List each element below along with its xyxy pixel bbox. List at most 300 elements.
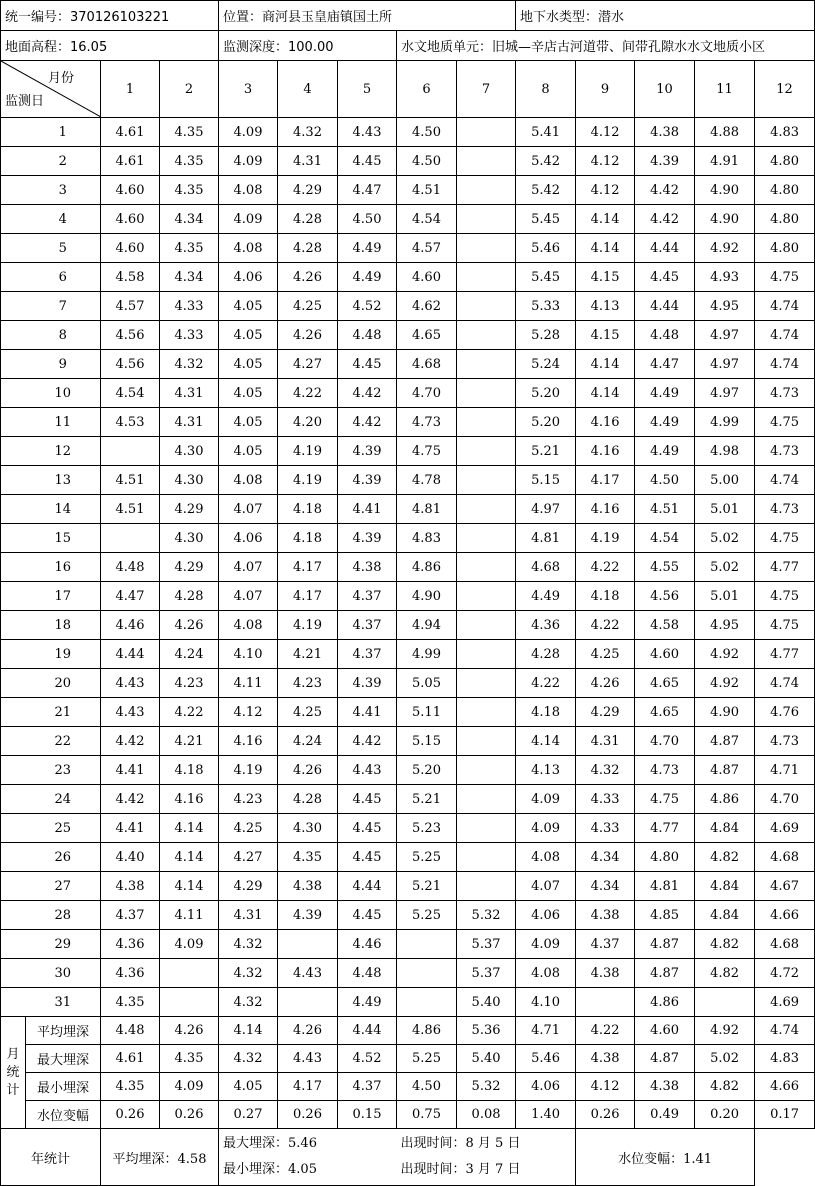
yearly-min: 最小埋深：4.05 bbox=[223, 1162, 317, 1177]
depth-value: 4.17 bbox=[576, 466, 635, 495]
depth-value: 4.91 bbox=[695, 147, 755, 176]
day-number: 19 bbox=[26, 640, 101, 669]
depth-value: 4.86 bbox=[635, 988, 695, 1017]
depth-value: 4.17 bbox=[278, 553, 338, 582]
day-cell-spacer bbox=[1, 147, 26, 176]
table-row bbox=[1, 785, 815, 814]
day-number: 24 bbox=[26, 785, 101, 814]
depth-value bbox=[101, 524, 160, 553]
depth-value: 4.28 bbox=[160, 582, 219, 611]
depth-value: 4.99 bbox=[397, 640, 457, 669]
depth-value: 4.06 bbox=[219, 524, 278, 553]
depth-value: 4.92 bbox=[695, 234, 755, 263]
day-label: 监测日 bbox=[5, 94, 45, 109]
stats-value: 4.35 bbox=[101, 1073, 160, 1101]
depth-value: 4.83 bbox=[755, 118, 815, 147]
depth-value: 4.41 bbox=[338, 698, 397, 727]
day-cell-spacer bbox=[1, 901, 26, 930]
depth-value: 4.75 bbox=[755, 263, 815, 292]
depth-value: 4.94 bbox=[397, 611, 457, 640]
depth-value: 4.83 bbox=[397, 524, 457, 553]
depth-value: 4.10 bbox=[219, 640, 278, 669]
depth-value: 4.33 bbox=[576, 785, 635, 814]
depth-value: 4.28 bbox=[516, 640, 576, 669]
depth-value: 4.14 bbox=[576, 234, 635, 263]
depth-value: 4.40 bbox=[101, 843, 160, 872]
depth-value: 4.54 bbox=[101, 379, 160, 408]
day-number: 13 bbox=[26, 466, 101, 495]
depth-value: 4.25 bbox=[278, 292, 338, 321]
depth-value: 4.42 bbox=[635, 205, 695, 234]
depth-value: 4.35 bbox=[160, 176, 219, 205]
depth-value: 4.43 bbox=[101, 698, 160, 727]
table-row bbox=[1, 611, 815, 640]
depth-value: 4.19 bbox=[278, 437, 338, 466]
table-row bbox=[1, 930, 815, 959]
depth-value: 4.22 bbox=[278, 379, 338, 408]
day-number: 21 bbox=[26, 698, 101, 727]
depth-value: 4.39 bbox=[278, 901, 338, 930]
depth-value: 4.43 bbox=[338, 118, 397, 147]
table-row bbox=[1, 466, 815, 495]
stats-row bbox=[1, 1017, 815, 1045]
stats-value: 4.86 bbox=[397, 1017, 457, 1045]
depth-value: 4.60 bbox=[101, 234, 160, 263]
table-row bbox=[1, 176, 815, 205]
depth-value: 4.45 bbox=[338, 814, 397, 843]
depth-value bbox=[457, 321, 516, 350]
depth-value: 4.42 bbox=[338, 727, 397, 756]
depth-value: 5.02 bbox=[695, 524, 755, 553]
depth-value: 4.38 bbox=[576, 901, 635, 930]
table-row bbox=[1, 698, 815, 727]
stats-label: 水位变幅 bbox=[26, 1101, 101, 1129]
depth-value: 4.78 bbox=[397, 466, 457, 495]
depth-value: 4.74 bbox=[755, 321, 815, 350]
month-header: 3 bbox=[219, 61, 278, 118]
stats-value: 4.38 bbox=[576, 1045, 635, 1073]
day-cell-spacer bbox=[1, 959, 26, 988]
depth-value bbox=[457, 292, 516, 321]
depth-value: 4.69 bbox=[755, 814, 815, 843]
day-cell-spacer bbox=[1, 234, 26, 263]
table-row bbox=[1, 553, 815, 582]
depth-value: 4.06 bbox=[219, 263, 278, 292]
depth-value: 4.85 bbox=[635, 901, 695, 930]
depth-value: 4.31 bbox=[219, 901, 278, 930]
depth-value: 4.32 bbox=[219, 988, 278, 1017]
depth-value: 4.75 bbox=[755, 408, 815, 437]
stats-value: 4.74 bbox=[755, 1017, 815, 1045]
depth-value: 4.14 bbox=[576, 205, 635, 234]
stats-value: 0.08 bbox=[457, 1101, 516, 1129]
month-header: 12 bbox=[755, 61, 815, 118]
depth-value: 5.21 bbox=[516, 437, 576, 466]
stats-value: 4.37 bbox=[338, 1073, 397, 1101]
depth-value bbox=[160, 959, 219, 988]
depth-value: 4.25 bbox=[278, 698, 338, 727]
depth-value: 5.11 bbox=[397, 698, 457, 727]
depth-value: 4.10 bbox=[516, 988, 576, 1017]
depth-value: 4.81 bbox=[397, 495, 457, 524]
depth-value: 4.75 bbox=[755, 582, 815, 611]
day-cell-spacer bbox=[1, 843, 26, 872]
yearly-max: 最大埋深：5.46 bbox=[223, 1136, 317, 1151]
depth-value: 4.16 bbox=[219, 727, 278, 756]
yearly-stats-row bbox=[1, 1129, 815, 1186]
depth-value bbox=[457, 234, 516, 263]
depth-value: 4.60 bbox=[101, 176, 160, 205]
depth-value: 4.12 bbox=[576, 147, 635, 176]
depth-value: 4.14 bbox=[160, 843, 219, 872]
month-label: 月份 bbox=[47, 71, 74, 86]
depth-value bbox=[457, 466, 516, 495]
depth-value: 4.31 bbox=[278, 147, 338, 176]
depth-value: 4.73 bbox=[755, 437, 815, 466]
depth-value: 4.73 bbox=[755, 495, 815, 524]
depth-value: 4.65 bbox=[635, 669, 695, 698]
depth-value: 4.16 bbox=[576, 408, 635, 437]
month-header: 10 bbox=[635, 61, 695, 118]
depth-value: 4.23 bbox=[219, 785, 278, 814]
depth-value: 5.37 bbox=[457, 959, 516, 988]
depth-value bbox=[457, 872, 516, 901]
stats-label: 最小埋深 bbox=[26, 1073, 101, 1101]
stats-value: 4.92 bbox=[695, 1017, 755, 1045]
day-number: 12 bbox=[26, 437, 101, 466]
depth-value: 4.68 bbox=[397, 350, 457, 379]
depth-value: 5.42 bbox=[516, 147, 576, 176]
depth-value: 4.26 bbox=[278, 321, 338, 350]
month-header: 7 bbox=[457, 61, 516, 118]
depth-value: 4.97 bbox=[695, 350, 755, 379]
depth-value: 4.32 bbox=[576, 756, 635, 785]
depth-value: 4.75 bbox=[755, 611, 815, 640]
day-cell-spacer bbox=[1, 611, 26, 640]
depth-value bbox=[457, 205, 516, 234]
depth-value: 4.37 bbox=[576, 930, 635, 959]
depth-value: 4.75 bbox=[635, 785, 695, 814]
monitoring-depth: 监测深度：100.00 bbox=[219, 31, 397, 61]
depth-value: 4.31 bbox=[160, 408, 219, 437]
stats-value: 4.26 bbox=[160, 1017, 219, 1045]
day-cell-spacer bbox=[1, 379, 26, 408]
day-number: 23 bbox=[26, 756, 101, 785]
depth-value: 4.73 bbox=[397, 408, 457, 437]
depth-value: 4.68 bbox=[755, 930, 815, 959]
stats-row bbox=[1, 1045, 815, 1073]
depth-value: 4.43 bbox=[338, 756, 397, 785]
table-row bbox=[1, 321, 815, 350]
depth-value: 4.23 bbox=[278, 669, 338, 698]
depth-value: 4.16 bbox=[160, 785, 219, 814]
depth-value: 4.47 bbox=[635, 350, 695, 379]
table-row bbox=[1, 350, 815, 379]
day-number: 16 bbox=[26, 553, 101, 582]
month-header: 1 bbox=[101, 61, 160, 118]
depth-value: 4.44 bbox=[338, 872, 397, 901]
depth-value: 4.09 bbox=[516, 930, 576, 959]
depth-value: 4.50 bbox=[635, 466, 695, 495]
depth-value: 4.09 bbox=[516, 785, 576, 814]
depth-value: 4.07 bbox=[516, 872, 576, 901]
depth-value: 4.75 bbox=[755, 524, 815, 553]
depth-value: 4.93 bbox=[695, 263, 755, 292]
depth-value: 4.82 bbox=[695, 843, 755, 872]
month-header: 5 bbox=[338, 61, 397, 118]
stats-value: 4.06 bbox=[516, 1073, 576, 1101]
table-row bbox=[1, 582, 815, 611]
depth-value: 4.14 bbox=[160, 814, 219, 843]
groundwater-type: 地下水类型：潜水 bbox=[516, 1, 815, 31]
depth-value: 4.35 bbox=[160, 147, 219, 176]
depth-value bbox=[160, 988, 219, 1017]
table-row bbox=[1, 872, 815, 901]
depth-value: 4.29 bbox=[278, 176, 338, 205]
depth-value: 4.13 bbox=[516, 756, 576, 785]
depth-value: 4.11 bbox=[219, 669, 278, 698]
day-number: 26 bbox=[26, 843, 101, 872]
depth-value: 4.39 bbox=[635, 147, 695, 176]
depth-value: 4.15 bbox=[576, 263, 635, 292]
stats-value: 0.26 bbox=[576, 1101, 635, 1129]
depth-value: 4.37 bbox=[101, 901, 160, 930]
stats-value: 4.44 bbox=[338, 1017, 397, 1045]
depth-value: 4.82 bbox=[695, 930, 755, 959]
depth-value: 4.49 bbox=[338, 234, 397, 263]
depth-value: 4.84 bbox=[695, 814, 755, 843]
depth-value: 4.81 bbox=[516, 524, 576, 553]
depth-value: 4.32 bbox=[160, 350, 219, 379]
depth-value: 4.34 bbox=[576, 843, 635, 872]
depth-value: 4.49 bbox=[635, 408, 695, 437]
depth-value: 4.30 bbox=[160, 524, 219, 553]
depth-value: 4.36 bbox=[101, 959, 160, 988]
depth-value: 4.37 bbox=[338, 611, 397, 640]
stats-row bbox=[1, 1073, 815, 1101]
depth-value: 4.05 bbox=[219, 292, 278, 321]
stats-value: 5.40 bbox=[457, 1045, 516, 1073]
depth-value: 4.86 bbox=[397, 553, 457, 582]
month-header: 2 bbox=[160, 61, 219, 118]
depth-value: 4.16 bbox=[576, 437, 635, 466]
depth-value: 4.84 bbox=[695, 872, 755, 901]
depth-value: 4.35 bbox=[278, 843, 338, 872]
day-number: 9 bbox=[26, 350, 101, 379]
depth-value: 4.26 bbox=[278, 263, 338, 292]
depth-value: 4.42 bbox=[338, 408, 397, 437]
depth-value: 4.97 bbox=[695, 379, 755, 408]
depth-value: 5.45 bbox=[516, 205, 576, 234]
stats-value: 0.26 bbox=[278, 1101, 338, 1129]
ground-elevation: 地面高程：16.05 bbox=[1, 31, 219, 61]
depth-value: 5.23 bbox=[397, 814, 457, 843]
depth-value: 5.21 bbox=[397, 785, 457, 814]
depth-value: 4.07 bbox=[219, 495, 278, 524]
month-header: 9 bbox=[576, 61, 635, 118]
depth-value: 4.51 bbox=[101, 466, 160, 495]
depth-value: 4.86 bbox=[695, 785, 755, 814]
depth-value: 4.34 bbox=[576, 872, 635, 901]
depth-value: 4.25 bbox=[219, 814, 278, 843]
day-cell-spacer bbox=[1, 698, 26, 727]
depth-value: 4.28 bbox=[278, 205, 338, 234]
depth-value: 4.36 bbox=[516, 611, 576, 640]
day-number: 4 bbox=[26, 205, 101, 234]
stats-value: 4.87 bbox=[635, 1045, 695, 1073]
depth-value: 4.49 bbox=[338, 988, 397, 1017]
yearly-range: 水位变幅：1.41 bbox=[576, 1129, 755, 1186]
depth-value: 4.87 bbox=[635, 959, 695, 988]
day-number: 27 bbox=[26, 872, 101, 901]
depth-value: 4.69 bbox=[755, 988, 815, 1017]
depth-value: 4.99 bbox=[695, 408, 755, 437]
depth-value: 4.14 bbox=[576, 350, 635, 379]
depth-value: 4.58 bbox=[635, 611, 695, 640]
day-number: 31 bbox=[26, 988, 101, 1017]
depth-value: 5.20 bbox=[397, 756, 457, 785]
stats-value: 4.52 bbox=[338, 1045, 397, 1073]
day-cell-spacer bbox=[1, 756, 26, 785]
depth-value: 5.20 bbox=[516, 379, 576, 408]
table-row bbox=[1, 756, 815, 785]
day-number: 1 bbox=[26, 118, 101, 147]
depth-value: 4.90 bbox=[397, 582, 457, 611]
depth-value: 4.48 bbox=[338, 321, 397, 350]
depth-value: 4.12 bbox=[576, 118, 635, 147]
stats-label: 最大埋深 bbox=[26, 1045, 101, 1073]
stats-value: 4.09 bbox=[160, 1073, 219, 1101]
depth-value: 4.22 bbox=[516, 669, 576, 698]
depth-value: 4.05 bbox=[219, 379, 278, 408]
depth-value: 4.44 bbox=[101, 640, 160, 669]
depth-value: 4.61 bbox=[101, 118, 160, 147]
day-cell-spacer bbox=[1, 930, 26, 959]
depth-value: 4.74 bbox=[755, 350, 815, 379]
depth-value: 4.22 bbox=[160, 698, 219, 727]
depth-value: 4.38 bbox=[278, 872, 338, 901]
depth-value: 4.45 bbox=[338, 350, 397, 379]
depth-value: 4.21 bbox=[160, 727, 219, 756]
depth-value: 4.80 bbox=[635, 843, 695, 872]
depth-value: 5.01 bbox=[695, 582, 755, 611]
depth-value: 4.49 bbox=[635, 437, 695, 466]
stats-value: 5.32 bbox=[457, 1073, 516, 1101]
depth-value bbox=[457, 553, 516, 582]
day-number: 10 bbox=[26, 379, 101, 408]
depth-value: 4.27 bbox=[219, 843, 278, 872]
stats-value: 0.27 bbox=[219, 1101, 278, 1129]
depth-value: 4.90 bbox=[695, 176, 755, 205]
stats-value: 4.12 bbox=[576, 1073, 635, 1101]
depth-value: 4.34 bbox=[160, 263, 219, 292]
day-number: 2 bbox=[26, 147, 101, 176]
day-number: 20 bbox=[26, 669, 101, 698]
depth-value: 4.05 bbox=[219, 350, 278, 379]
stats-value: 5.02 bbox=[695, 1045, 755, 1073]
day-cell-spacer bbox=[1, 727, 26, 756]
depth-value bbox=[457, 698, 516, 727]
depth-value: 4.18 bbox=[160, 756, 219, 785]
depth-value: 5.42 bbox=[516, 176, 576, 205]
day-cell-spacer bbox=[1, 321, 26, 350]
depth-value: 5.15 bbox=[516, 466, 576, 495]
depth-value: 4.67 bbox=[755, 872, 815, 901]
stats-value: 5.46 bbox=[516, 1045, 576, 1073]
depth-value: 4.56 bbox=[635, 582, 695, 611]
stats-value: 1.40 bbox=[516, 1101, 576, 1129]
depth-value: 4.60 bbox=[397, 263, 457, 292]
depth-value bbox=[101, 437, 160, 466]
depth-value: 4.46 bbox=[101, 611, 160, 640]
depth-value: 4.60 bbox=[635, 640, 695, 669]
depth-value: 5.01 bbox=[695, 495, 755, 524]
depth-value: 4.90 bbox=[695, 205, 755, 234]
day-number: 7 bbox=[26, 292, 101, 321]
month-header: 11 bbox=[695, 61, 755, 118]
depth-value: 4.06 bbox=[516, 901, 576, 930]
depth-value: 4.11 bbox=[160, 901, 219, 930]
day-cell-spacer bbox=[1, 292, 26, 321]
depth-value: 4.32 bbox=[219, 930, 278, 959]
depth-value: 4.08 bbox=[516, 843, 576, 872]
depth-value: 4.37 bbox=[338, 640, 397, 669]
depth-value: 4.22 bbox=[576, 611, 635, 640]
depth-value: 4.27 bbox=[278, 350, 338, 379]
depth-value: 5.37 bbox=[457, 930, 516, 959]
depth-value: 4.16 bbox=[576, 495, 635, 524]
depth-value: 4.32 bbox=[278, 118, 338, 147]
depth-value: 4.42 bbox=[338, 379, 397, 408]
stats-value: 4.60 bbox=[635, 1017, 695, 1045]
day-number: 18 bbox=[26, 611, 101, 640]
depth-value: 4.31 bbox=[160, 379, 219, 408]
depth-value: 4.50 bbox=[397, 118, 457, 147]
depth-value: 5.33 bbox=[516, 292, 576, 321]
depth-value: 4.29 bbox=[576, 698, 635, 727]
depth-value: 4.80 bbox=[755, 147, 815, 176]
depth-value: 4.36 bbox=[101, 930, 160, 959]
stats-value: 4.83 bbox=[755, 1045, 815, 1073]
stats-label: 平均埋深 bbox=[26, 1017, 101, 1045]
depth-value: 4.68 bbox=[755, 843, 815, 872]
depth-value bbox=[457, 669, 516, 698]
depth-value: 4.09 bbox=[160, 930, 219, 959]
depth-value: 4.77 bbox=[755, 553, 815, 582]
depth-value: 4.28 bbox=[278, 785, 338, 814]
depth-value: 4.23 bbox=[160, 669, 219, 698]
depth-value: 5.45 bbox=[516, 263, 576, 292]
depth-value: 4.12 bbox=[219, 698, 278, 727]
depth-value: 4.08 bbox=[219, 466, 278, 495]
depth-value bbox=[457, 379, 516, 408]
depth-value: 4.50 bbox=[338, 205, 397, 234]
depth-value: 4.42 bbox=[101, 785, 160, 814]
day-cell-spacer bbox=[1, 495, 26, 524]
depth-value: 4.19 bbox=[278, 611, 338, 640]
depth-value: 4.87 bbox=[695, 756, 755, 785]
stats-value: 4.61 bbox=[101, 1045, 160, 1073]
depth-value: 4.97 bbox=[695, 321, 755, 350]
stats-value: 5.25 bbox=[397, 1045, 457, 1073]
depth-value: 4.44 bbox=[635, 234, 695, 263]
depth-value: 4.73 bbox=[635, 756, 695, 785]
table-row bbox=[1, 495, 815, 524]
depth-value: 4.32 bbox=[219, 959, 278, 988]
depth-value: 4.18 bbox=[278, 524, 338, 553]
hydrogeologic-unit: 水文地质单元：旧城—辛店古河道带、间带孔隙水水文地质小区 bbox=[397, 31, 815, 61]
depth-value: 4.98 bbox=[695, 437, 755, 466]
